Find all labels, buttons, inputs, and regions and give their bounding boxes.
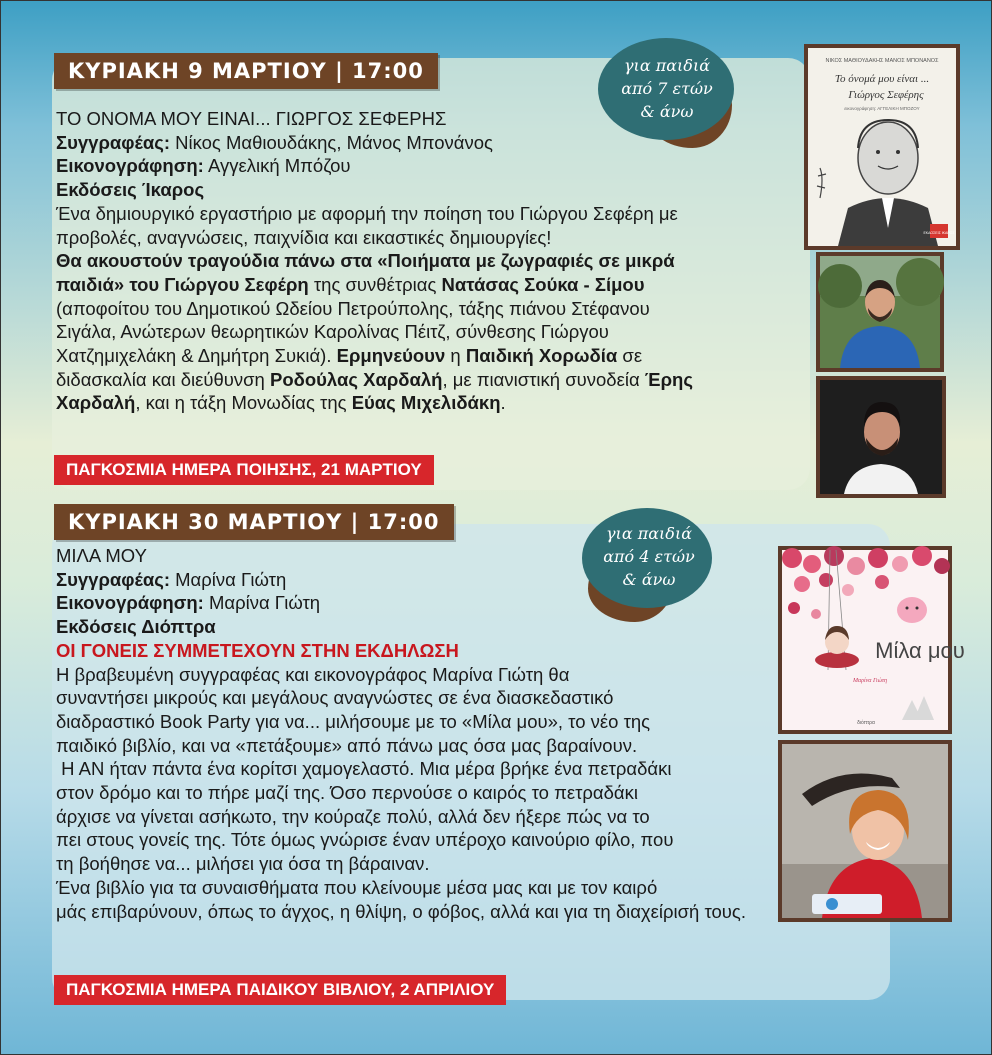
book-title-1: Το όνομά μου είναι ... xyxy=(834,73,930,85)
l9c: Εύας Μιχελιδάκη xyxy=(351,392,501,414)
event2-desc-line-7: άρχισε να γίνεται ασήκωτο, την κούραζε πολύ, αλλά δεν ήξερε πώς να το xyxy=(56,805,650,827)
event2-desc-line-6: στον δρόμο και το πήρε μαζί της. Όσο περνούσε ο καιρός το πετραδάκι xyxy=(56,782,638,804)
book-authors: ΝΙΚΟΣ ΜΑΘΙΟΥΔΑΚΗΣ ΜΑΝΟΣ ΜΠΟΝΑΝΟΣ xyxy=(825,58,939,64)
event2-desc-line-2: συναντήσει μικρούς και μεγάλους αναγνώστες σε ένα διασκεδαστικό xyxy=(56,687,614,709)
event1-desc-line-2: προβολές, αναγνώσεις, παιχνίδια και εικαστικές δημιουργίες! xyxy=(56,226,552,248)
event2-desc-line-4: παιδικό βιβλίο, και να «πετάξουμε» από πάνω μας όσα μας βαραίνουν. xyxy=(56,734,638,756)
writers-label: Συγγραφέας: xyxy=(56,131,170,153)
event2-desc-line-11: μάς επιβαρύνουν, όπως το άγχος, η θλίψη, ο φόβος, αλλά και για τη διαχείρισή τους. xyxy=(56,900,746,922)
illustration-label: Εικονογράφηση: xyxy=(56,155,204,177)
event2-date-banner: ΚΥΡΙΑΚΗ 30 ΜΑΡΤΙΟΥ | 17:00 xyxy=(54,504,454,540)
l9a: Χαρδαλή xyxy=(56,392,136,414)
writer-label: Συγγραφέας: xyxy=(56,568,170,590)
age-line-1: για παιδιά xyxy=(605,524,693,543)
book-author: Μαρίνα Γιώτη xyxy=(852,678,888,684)
publisher-value: Εκδόσεις Διόπτρα xyxy=(56,616,216,638)
event2-desc-line-9: τη βοήθησε να... μιλήσει για όσα τη βάραιναν. xyxy=(56,853,430,875)
book-title-2: Γιώργος Σεφέρης xyxy=(848,89,924,101)
l8b: Ροδούλας Χαρδαλή xyxy=(269,368,443,390)
l8c: , με πιανιστική συνοδεία xyxy=(442,368,645,390)
event1-desc-line-5: (αποφοίτου του Δημοτικού Ωδείου Πετρούπολης, τάξης πιάνου Στέφανου xyxy=(56,297,650,319)
l7b: Ερμηνεύουν xyxy=(336,345,446,367)
songs-text-2: της συνθέτριας xyxy=(308,273,442,295)
publisher-value: Εκδόσεις Ίκαρος xyxy=(56,179,205,201)
event2-desc-line-3: διαδραστικό Book Party για να... μιλήσουμε με το «Μίλα μου», το νέο της xyxy=(56,710,651,732)
l9d: . xyxy=(500,392,506,414)
event2-title: ΜΙΛΑ ΜΟΥ xyxy=(56,545,147,566)
event1-day-banner: ΠΑΓΚΟΣΜΙΑ ΗΜΕΡΑ ΠΟΙΗΣΗΣ, 21 ΜΑΡΤΙΟΥ xyxy=(54,455,434,485)
event1-title: ΤΟ ΟΝΟΜΑ ΜΟΥ ΕΙΝΑΙ... ΓΙΩΡΓΟΣ ΣΕΦΕΡΗΣ xyxy=(56,108,447,129)
event2-desc-line-5: Η ΑΝ ήταν πάντα ένα κορίτσι χαμογελαστό. Μια μέρα βρήκε ένα πετραδάκι xyxy=(56,758,672,780)
age-line-1: για παιδιά xyxy=(623,56,711,75)
age-line-2: από 7 ετών xyxy=(621,79,713,98)
event2-desc-line-8: πει στους γονείς της. Τότε όμως γνώρισε έναν υπέροχο καινούριο φίλο, που xyxy=(56,829,674,851)
book-title: Μίλα μου xyxy=(875,638,965,663)
book-illustrator: εικονογράφηση: ΑΓΓΕΛΙΚΗ ΜΠΟΖΟΥ xyxy=(844,106,920,111)
songs-bold-1: Θα ακουστούν τραγούδια πάνω στα «Ποιήματα με ζωγραφιές σε μικρά xyxy=(56,250,675,272)
event2-day-banner: ΠΑΓΚΟΣΜΙΑ ΗΜΕΡΑ ΠΑΙΔΙΚΟΥ ΒΙΒΛΙΟΥ, 2 ΑΠΡΙΛΙΟΥ xyxy=(54,975,506,1005)
age-line-3: & άνω xyxy=(622,570,676,589)
l7c: η xyxy=(445,345,466,367)
l7a: Χατζημιχελάκη & Δημήτρη Συκιά). xyxy=(56,345,337,367)
event2-desc-line-10: Ένα βιβλίο για τα συναισθήματα που κλείνουμε μέσα μας και με τον καιρό xyxy=(56,876,658,898)
event1-date-banner: ΚΥΡΙΑΚΗ 9 ΜΑΡΤΙΟΥ | 17:00 xyxy=(54,53,438,89)
book-publisher: ΕΚΔΟΣΕΙΣ ΙΚΑΡΟΣ xyxy=(923,231,955,235)
parents-note: ΟΙ ΓΟΝΕΙΣ ΣΥΜΜΕΤΕΧΟΥΝ ΣΤΗΝ ΕΚΔΗΛΩΣΗ xyxy=(56,639,459,661)
l7e: σε xyxy=(617,345,643,367)
event1-desc-line-6: Σιγάλα, Ανώτερων θεωρητικών Καρολίνας Πέιτζ, σύνθεσης Γιώργου xyxy=(56,321,609,343)
composer-name: Νατάσας Σούκα - Σίμου xyxy=(441,273,645,295)
songs-bold-2: παιδιά» του Γιώργου Σεφέρη xyxy=(56,273,309,295)
l9b: , και η τάξη Μονωδίας της xyxy=(135,392,352,414)
writer-value: Μαρίνα Γιώτη xyxy=(170,568,287,590)
age-line-3: & άνω xyxy=(640,102,694,121)
l8d: Έρης xyxy=(644,368,693,390)
event1-desc-line-1: Ένα δημιουργικό εργαστήριο με αφορμή την ποίηση του Γιώργου Σεφέρη με xyxy=(56,202,678,224)
age-line-2: από 4 ετών xyxy=(603,547,695,566)
book-publisher: διόπτρα xyxy=(857,720,875,726)
illustration-label: Εικονογράφηση: xyxy=(56,592,204,614)
illustration-value: Αγγελική Μπόζου xyxy=(203,155,351,177)
writers-value: Νίκος Μαθιουδάκης, Μάνος Μπονάνος xyxy=(170,131,493,153)
event2-desc-line-1: Η βραβευμένη συγγραφέας και εικονογράφος Μαρίνα Γιώτη θα xyxy=(56,663,570,685)
l7d: Παιδική Χορωδία xyxy=(465,345,618,367)
illustration-value: Μαρίνα Γιώτη xyxy=(203,592,321,614)
l8a: διδασκαλία και διεύθυνση xyxy=(56,368,270,390)
